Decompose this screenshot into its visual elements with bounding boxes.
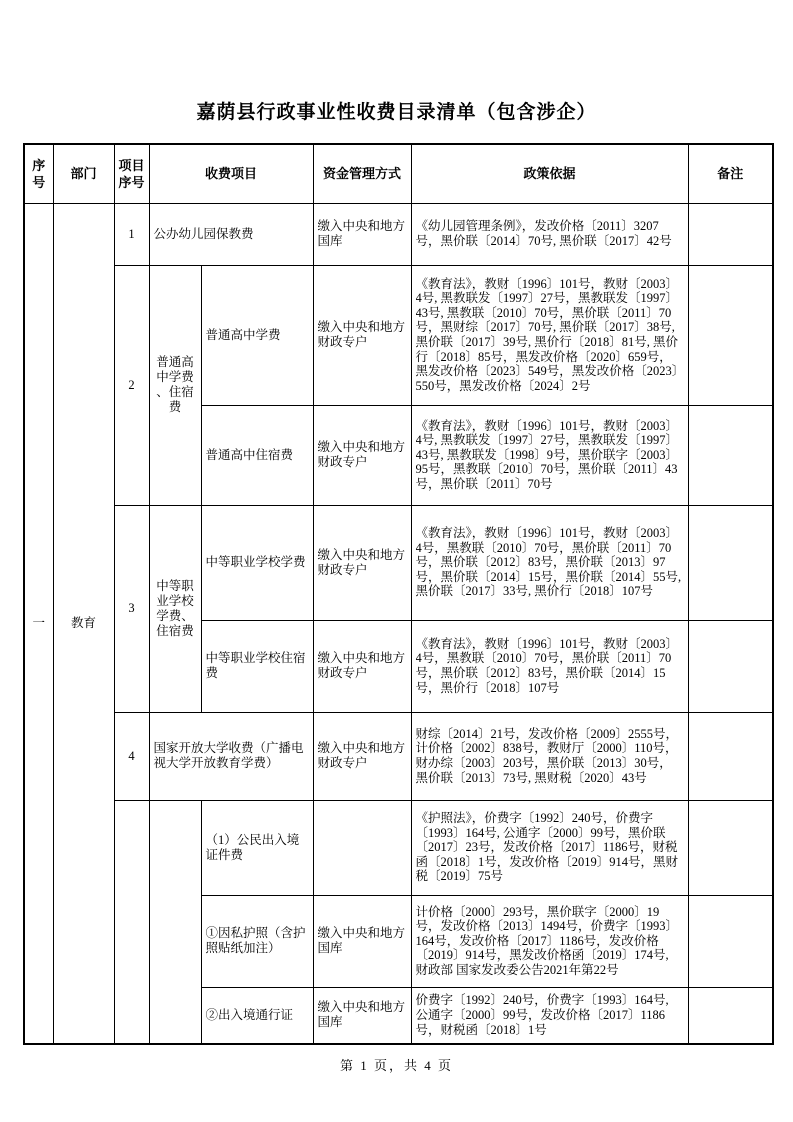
note-cell [688, 620, 773, 712]
policy-cell [411, 987, 688, 1044]
page-number: 第 1 页，共 4 页 [339, 1058, 453, 1073]
fee-item-cell: 国家开放大学收费（广播电视大学开放教育学费） [149, 712, 313, 800]
item-no-cell: 1 [114, 203, 149, 265]
policy-text: 《教育法》，教财〔1996〕101号，教财〔2003〕4号，黑教联〔2010〕70号，黑价联〔2011〕70号，黑价联〔2012〕83号，黑价联〔2013〕97号，黑价联〔2014〕15号，黑价联〔2014〕55号, 黑价联〔2017〕33号, 黑价行〔2018〕107号 [415, 526, 682, 599]
table-row [24, 203, 773, 265]
fund-mode-cell [313, 800, 411, 895]
policy-text: 价费字〔1992〕240号，价费字〔1993〕164号, 公通字〔2000〕99号，发改价格〔2017〕1186号，财税函〔2018〕1号 [415, 993, 669, 1037]
policy-cell [411, 895, 688, 987]
policy-cell [411, 505, 688, 620]
fee-item-cell: ①因私护照（含护照贴纸加注） [201, 895, 313, 987]
table-row [24, 265, 773, 405]
fund-mode-cell: 缴入中央和地方财政专户 [313, 265, 411, 405]
item-no-cell [114, 800, 149, 1044]
note-cell [688, 800, 773, 895]
fee-item-cell: （1）公民出入境证件费 [201, 800, 313, 895]
note-cell [688, 505, 773, 620]
table-row [24, 505, 773, 620]
policy-cell [411, 405, 688, 505]
column-header-fee-item: 收费项目 [149, 144, 313, 203]
fund-mode-cell: 缴入中央和地方财政专户 [313, 405, 411, 505]
policy-cell [411, 265, 688, 405]
fee-item-cell: 普通高中学费 [201, 265, 313, 405]
fund-mode-cell: 缴入中央和地方国库 [313, 987, 411, 1044]
fee-group-cell: 普通高中学费、住宿费 [149, 265, 201, 505]
fund-mode-cell: 缴入中央和地方财政专户 [313, 712, 411, 800]
table-row [24, 800, 773, 895]
fund-mode-cell: 缴入中央和地方国库 [313, 203, 411, 265]
note-cell [688, 265, 773, 405]
note-cell [688, 895, 773, 987]
column-header-fund-mode: 资金管理方式 [313, 144, 411, 203]
column-header-item-no: 项目序号 [114, 144, 149, 203]
policy-text: 《护照法》，价费字〔1992〕240号，价费字〔1993〕164号, 公通字〔2000〕99号，黑价联〔2017〕23号，发改价格〔2017〕1186号，财税函〔2018〕1号，发改价格〔2019〕914号，黑财税〔2019〕75号 [415, 811, 679, 884]
fee-item-cell: 公办幼儿园保教费 [149, 203, 313, 265]
fund-mode-cell: 缴入中央和地方国库 [313, 895, 411, 987]
section-serial-cell: 一 [24, 203, 53, 1044]
table-row [24, 712, 773, 800]
column-header-serial: 序号 [24, 144, 53, 203]
fee-item-cell: 普通高中住宿费 [201, 405, 313, 505]
fee-table [23, 143, 774, 1045]
policy-text: 《教育法》，教财〔1996〕101号，教财〔2003〕4号, 黑教联发〔1997〕27号，黑教联发〔1997〕43号, 黑教联〔2010〕70号，黑价联〔2011〕70号，黑财综〔2017〕70号, 黑价联〔2017〕38号, 黑价联〔2017〕39号, 黑价行〔2018〕81号, 黑价行〔2018〕85号，黑发改价格〔2020〕659号，黑发改价格〔2023〕549号，黑发改价格〔2023〕550号，黑发改价格〔2024〕2号 [415, 276, 679, 393]
section-department-cell: 教育 [53, 203, 114, 1044]
policy-text: 《教育法》，教财〔1996〕101号，教财〔2003〕4号，黑教联〔2010〕70号，黑价联〔2011〕70号，黑价联〔2012〕83号，黑价联〔2014〕15号，黑价行〔2018〕107号 [415, 636, 679, 695]
item-no-cell: 3 [114, 505, 149, 712]
header-row [24, 144, 773, 203]
fund-mode-cell: 缴入中央和地方财政专户 [313, 505, 411, 620]
fee-item-cell: ②出入境通行证 [201, 987, 313, 1044]
column-header-policy-basis: 政策依据 [411, 144, 688, 203]
note-cell [688, 405, 773, 505]
policy-cell [411, 620, 688, 712]
fund-mode-cell: 缴入中央和地方财政专户 [313, 620, 411, 712]
note-cell [688, 712, 773, 800]
note-cell [688, 987, 773, 1044]
item-no-cell: 4 [114, 712, 149, 800]
column-header-department: 部门 [53, 144, 114, 203]
column-header-note: 备注 [688, 144, 773, 203]
fee-group-cell [149, 800, 201, 1044]
policy-cell [411, 800, 688, 895]
note-cell [688, 203, 773, 265]
fee-group-cell: 中等职业学校学费、住宿费 [149, 505, 201, 712]
policy-text: 《幼儿园管理条例》，发改价格〔2011〕3207号，黑价联〔2014〕70号, 黑价联〔2017〕42号 [415, 219, 672, 248]
item-no-cell: 2 [114, 265, 149, 505]
policy-cell [411, 203, 688, 265]
page-title: 嘉荫县行政事业性收费目录清单（包含涉企） [196, 102, 597, 123]
policy-cell [411, 712, 688, 800]
policy-text: 《教育法》，教财〔1996〕101号，教财〔2003〕4号, 黑教联发〔1997〕27号，黑教联发〔1997〕43号, 黑教联发〔1998〕9号，黑价联字〔2003〕95号，黑教联〔2010〕70号，黑价联〔2011〕43号，黑价联〔2011〕70号 [415, 418, 679, 491]
fee-item-cell: 中等职业学校住宿费 [201, 620, 313, 712]
policy-text: 财综〔2014〕21号，发改价格〔2009〕2555号，计价格〔2002〕838号，教财厅〔2000〕110号，财办综〔2003〕203号，黑价联〔2013〕30号， 黑价联〔2013〕73号, 黑财税〔2020〕43号 [415, 726, 679, 785]
policy-text: 计价格〔2000〕293号，黑价联字〔2000〕19号，发改价格〔2013〕1494号，价费字〔1993〕164号，发改价格〔2017〕1186号，发改价格〔2019〕914号，黑发改价格函〔2019〕174号, 财政部 国家发改委公告2021年第22号 [415, 904, 679, 977]
fee-item-cell: 中等职业学校学费 [201, 505, 313, 620]
